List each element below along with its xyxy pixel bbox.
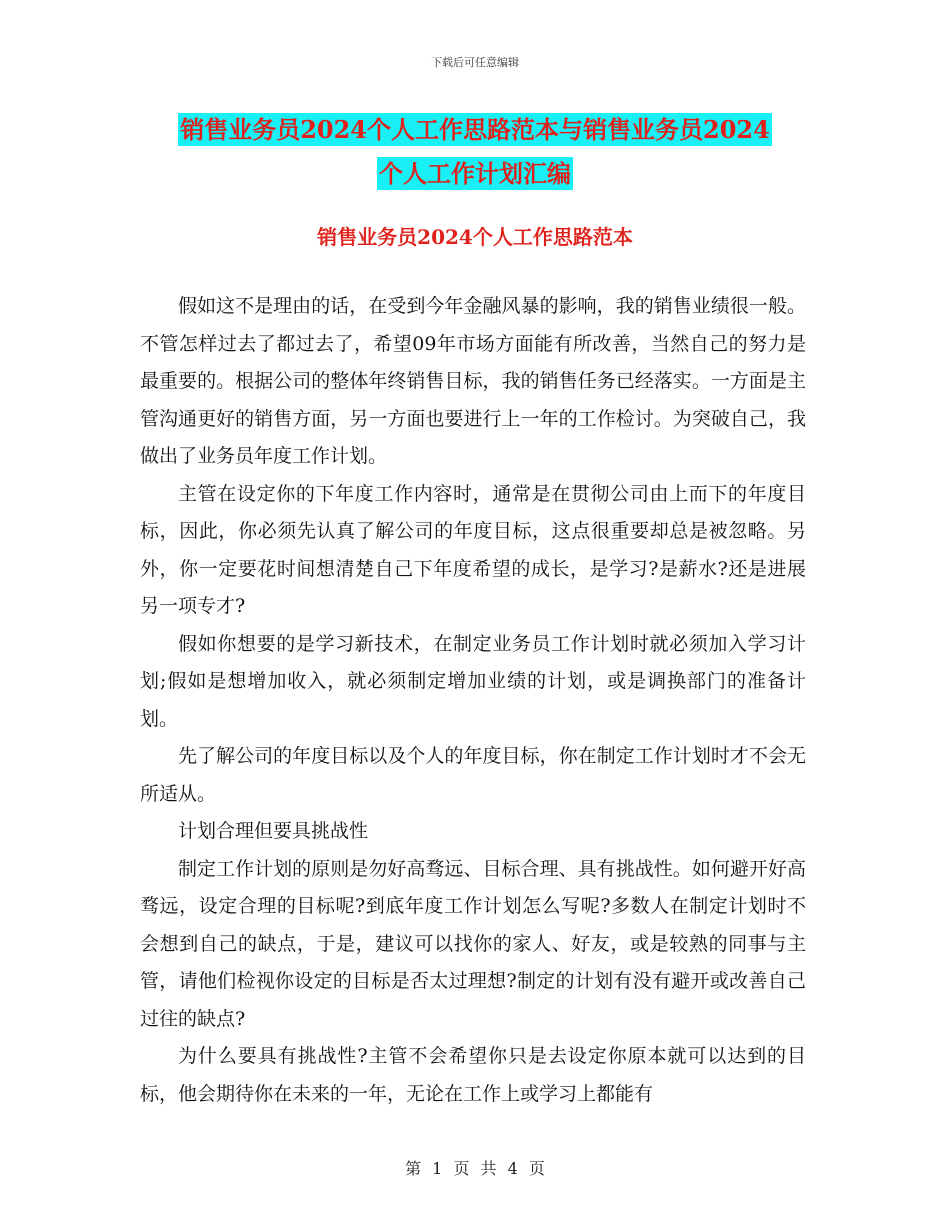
document-title (150, 108, 800, 196)
paragraph: 先了解公司的年度目标以及个人的年度目标，你在制定工作计划时才不会无所适从。 (140, 745, 806, 805)
section-title: 销售业务员2024个人工作思路范本 (317, 225, 633, 249)
document-title-line-1: 销售业务员2024个人工作思路范本与销售业务员2024 (180, 115, 770, 144)
subheading-paragraph: 计划合理但要具挑战性 (178, 820, 369, 842)
page-header-note: 下载后可任意编辑 (431, 56, 519, 69)
paragraph: 假如你想要的是学习新技术，在制定业务员工作计划时就必须加入学习计划;假如是想增加收入，就必须制定增加业绩的计划，或是调换部门的准备计划。 (140, 632, 806, 730)
document-title-line-2: 个人工作计划汇编 (379, 159, 571, 188)
paragraph: 为什么要具有挑战性?主管不会希望你只是去设定你原本就可以达到的目标，他会期待你在未来的一年，无论在工作上或学习上都能有 (140, 1045, 806, 1105)
document-body (140, 288, 806, 1113)
paragraph: 制定工作计划的原则是勿好高骛远、目标合理、具有挑战性。如何避开好高骛远，设定合理的目标呢?到底年度工作计划怎么写呢?多数人在制定计划时不会想到自己的缺点，于是，建议可以找你的家人、好友，或是较熟的同事与主管，请他们检视你设定的目标是否太过理想?制定的计划有没有避开或改善自己过往的缺点? (140, 857, 806, 1030)
page-number: 第 1 页 共 4 页 (405, 1159, 545, 1178)
paragraph: 主管在设定你的下年度工作内容时，通常是在贯彻公司由上而下的年度目标，因此，你必须先认真了解公司的年度目标，这点很重要却总是被忽略。另外，你一定要花时间想清楚自己下年度希望的成长，是学习?是薪水?还是进展另一项专才? (140, 482, 806, 617)
paragraph: 假如这不是理由的话，在受到今年金融风暴的影响，我的销售业绩很一般。不管怎样过去了都过去了，希望09年市场方面能有所改善，当然自己的努力是最重要的。根据公司的整体年终销售目标，我的销售任务已经落实。一方面是主管沟通更好的销售方面，另一方面也要进行上一年的工作检讨。为突破自己，我做出了业务员年度工作计划。 (140, 295, 806, 467)
